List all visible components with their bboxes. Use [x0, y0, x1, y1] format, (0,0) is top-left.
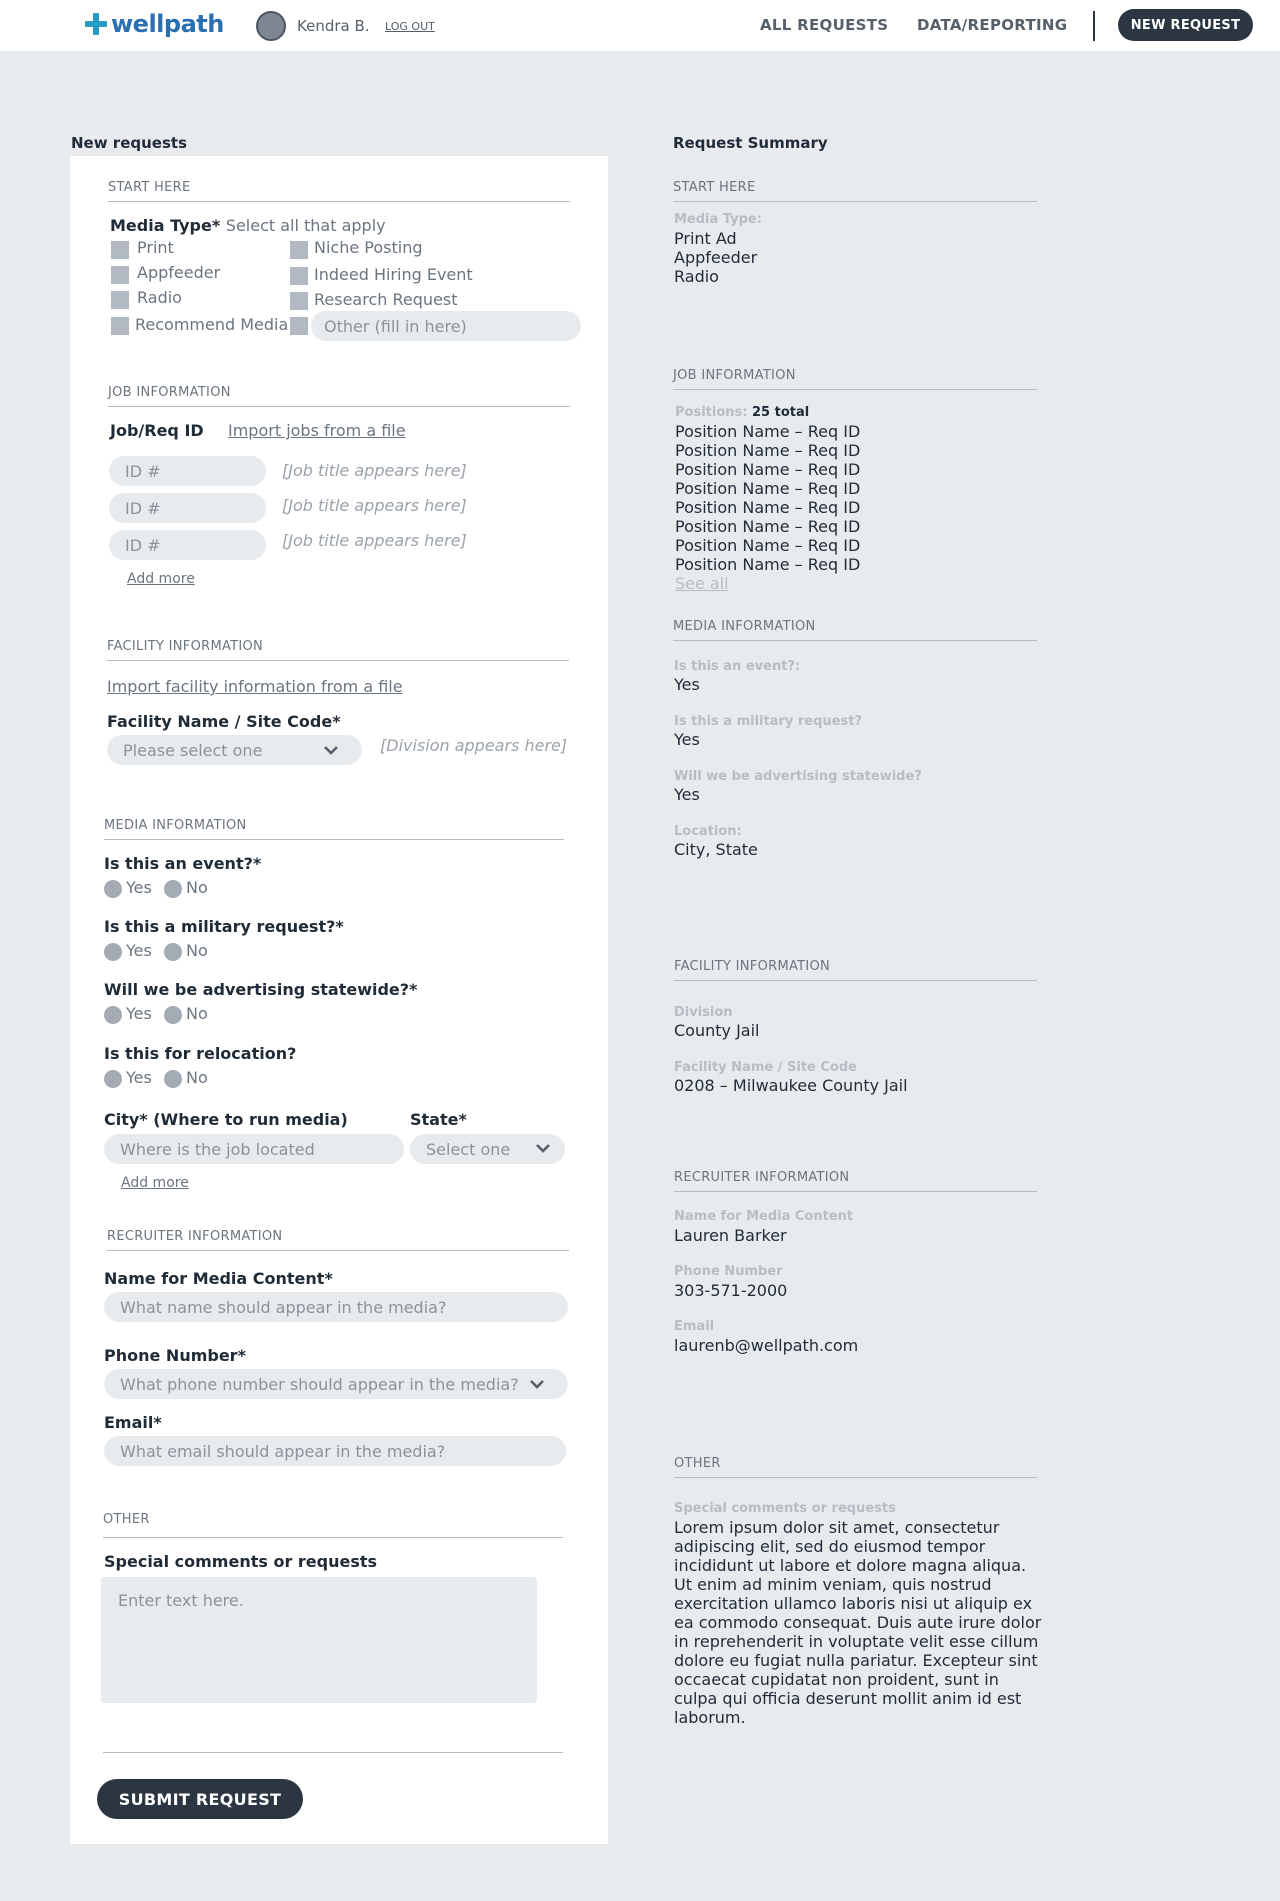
media-name-label: Name for Media Content*	[104, 1269, 333, 1288]
job-req-id-label: Job/Req ID	[110, 421, 204, 440]
question-military: Is this a military request?*	[104, 917, 344, 936]
summary-phone-label: Phone Number	[674, 1264, 783, 1279]
summary-statewide-value: Yes	[674, 785, 700, 804]
radio-relocation-yes[interactable]	[104, 1070, 122, 1088]
radio-label-no: No	[186, 941, 208, 960]
summary-position: Position Name – Req ID	[675, 479, 861, 498]
chevron-down-icon	[536, 1141, 550, 1155]
summary-positions-total: 25 total	[752, 405, 810, 420]
state-label: State*	[410, 1110, 467, 1129]
summary-site-label: Facility Name / Site Code	[674, 1060, 857, 1075]
checkbox-label: Appfeeder	[137, 263, 221, 282]
summary-name-label: Name for Media Content	[674, 1209, 854, 1224]
city-label: City* (Where to run media)	[104, 1110, 348, 1129]
submit-request-button[interactable]: SUBMIT REQUEST	[97, 1779, 303, 1819]
divider	[108, 406, 570, 407]
checkbox-label: Research Request	[314, 290, 458, 309]
summary-event-label: Is this an event?:	[674, 659, 801, 674]
summary-statewide-label: Will we be advertising statewide?	[674, 769, 922, 784]
summary-location-value: City, State	[674, 840, 758, 859]
radio-label-yes: Yes	[126, 1068, 152, 1087]
summary-position: Position Name – Req ID	[675, 441, 861, 460]
divider	[674, 1477, 1037, 1478]
radio-label-no: No	[186, 1068, 208, 1087]
checkbox-radio[interactable]	[111, 291, 129, 309]
checkbox-label: Indeed Hiring Event	[314, 265, 473, 284]
section-title-other: OTHER	[103, 1512, 150, 1527]
top-bar	[0, 0, 1280, 51]
job-title-placeholder: [Job title appears here]	[282, 531, 467, 550]
import-jobs-link[interactable]: Import jobs from a file	[228, 421, 406, 440]
job-id-input[interactable]: ID #	[109, 530, 266, 560]
section-title-facility: FACILITY INFORMATION	[107, 639, 264, 654]
radio-military-yes[interactable]	[104, 943, 122, 961]
divider	[673, 389, 1037, 390]
question-event: Is this an event?*	[104, 854, 262, 873]
summary-section-media: MEDIA INFORMATION	[673, 619, 816, 634]
nav-all-requests[interactable]: ALL REQUESTS	[760, 16, 889, 34]
summary-phone-value: 303-571-2000	[674, 1281, 788, 1300]
summary-email-value: laurenb@wellpath.com	[674, 1336, 859, 1355]
radio-military-no[interactable]	[164, 943, 182, 961]
divider	[104, 839, 564, 840]
add-more-locations-link[interactable]: Add more	[121, 1175, 189, 1191]
summary-position: Position Name – Req ID	[675, 536, 861, 555]
divider	[103, 1537, 563, 1538]
radio-event-yes[interactable]	[104, 880, 122, 898]
divider	[674, 980, 1037, 981]
summary-position: Position Name – Req ID	[675, 517, 861, 536]
summary-section-recruiter: RECRUITER INFORMATION	[674, 1170, 850, 1185]
question-relocation: Is this for relocation?	[104, 1044, 297, 1063]
division-placeholder: [Division appears here]	[380, 736, 568, 755]
summary-name-value: Lauren Barker	[674, 1226, 787, 1245]
job-id-input[interactable]: ID #	[109, 493, 266, 523]
facility-name-label: Facility Name / Site Code*	[107, 712, 341, 731]
checkbox-print[interactable]	[111, 241, 129, 259]
nav-divider	[1093, 11, 1095, 41]
state-select-value: Select one	[426, 1139, 511, 1159]
checkbox-appfeeder[interactable]	[111, 266, 129, 284]
section-title-media: MEDIA INFORMATION	[104, 818, 247, 833]
radio-label-no: No	[186, 1004, 208, 1023]
summary-event-value: Yes	[674, 675, 700, 694]
summary-media-type: Radio	[674, 267, 719, 286]
nav-data-reporting[interactable]: DATA/REPORTING	[917, 16, 1068, 34]
see-all-positions-link[interactable]: See all	[675, 574, 729, 593]
radio-label-yes: Yes	[126, 941, 152, 960]
radio-label-no: No	[186, 878, 208, 897]
chevron-down-icon	[530, 1377, 544, 1391]
checkbox-label: Print	[137, 238, 174, 257]
new-request-form	[70, 156, 608, 1844]
facility-select[interactable]	[107, 735, 362, 765]
summary-media-type: Print Ad	[674, 229, 737, 248]
summary-location-label: Location:	[674, 824, 742, 839]
divider	[108, 201, 570, 202]
summary-media-type: Appfeeder	[674, 248, 758, 267]
checkbox-other[interactable]	[290, 317, 308, 335]
chevron-down-icon	[324, 743, 338, 757]
logout-link[interactable]: LOG OUT	[385, 20, 435, 33]
checkbox-indeed-hiring-event[interactable]	[290, 267, 308, 285]
avatar[interactable]	[256, 11, 286, 41]
user-name: Kendra B.	[297, 17, 370, 35]
section-title-job: JOB INFORMATION	[108, 385, 231, 400]
summary-email-label: Email	[674, 1319, 715, 1334]
job-title-placeholder: [Job title appears here]	[282, 461, 467, 480]
checkbox-label: Radio	[137, 288, 182, 307]
page-title: New requests	[71, 134, 187, 152]
summary-position: Position Name – Req ID	[675, 555, 861, 574]
summary-section-facility: FACILITY INFORMATION	[674, 959, 831, 974]
email-label: Email*	[104, 1413, 162, 1432]
radio-relocation-no[interactable]	[164, 1070, 182, 1088]
summary-section-job: JOB INFORMATION	[673, 368, 796, 383]
add-more-jobs-link[interactable]: Add more	[127, 571, 195, 587]
summary-division-label: Division	[674, 1005, 733, 1020]
city-input[interactable]: Where is the job located	[104, 1134, 404, 1164]
summary-media-type-label: Media Type:	[674, 212, 762, 227]
summary-military-label: Is this a military request?	[674, 714, 862, 729]
wellpath-logo[interactable]	[85, 10, 224, 38]
checkbox-label: Recommend Media	[135, 315, 289, 334]
divider	[673, 201, 1037, 202]
summary-comments-label: Special comments or requests	[674, 1501, 896, 1516]
comments-label: Special comments or requests	[104, 1552, 378, 1571]
radio-statewide-no[interactable]	[164, 1006, 182, 1024]
job-title-placeholder: [Job title appears here]	[282, 496, 467, 515]
divider	[674, 1191, 1037, 1192]
radio-label-yes: Yes	[126, 1004, 152, 1023]
state-select[interactable]	[410, 1134, 565, 1164]
comments-textarea[interactable]: Enter text here.	[101, 1577, 537, 1703]
media-name-input[interactable]: What name should appear in the media?	[104, 1292, 568, 1322]
checkbox-label: Niche Posting	[314, 238, 423, 257]
summary-section-start: START HERE	[673, 180, 756, 195]
radio-statewide-yes[interactable]	[104, 1006, 122, 1024]
summary-division-value: County Jail	[674, 1021, 760, 1040]
phone-label: Phone Number*	[104, 1346, 246, 1365]
phone-select[interactable]	[104, 1369, 568, 1399]
summary-military-value: Yes	[674, 730, 700, 749]
email-input[interactable]: What email should appear in the media?	[104, 1436, 566, 1466]
other-media-input[interactable]: Other (fill in here)	[311, 311, 581, 341]
media-type-label: Media Type* Select all that apply	[110, 216, 386, 235]
summary-title: Request Summary	[673, 134, 828, 152]
facility-select-value: Please select one	[123, 740, 263, 760]
radio-event-no[interactable]	[164, 880, 182, 898]
section-title-recruiter: RECRUITER INFORMATION	[107, 1229, 283, 1244]
divider	[103, 1752, 563, 1753]
question-statewide: Will we be advertising statewide?*	[104, 980, 418, 999]
job-id-input[interactable]: ID #	[109, 456, 266, 486]
checkbox-recommend-media[interactable]	[111, 317, 129, 335]
logo-cross-icon	[85, 13, 107, 35]
media-type-hint: Select all that apply	[225, 216, 386, 235]
summary-section-other: OTHER	[674, 1456, 721, 1471]
summary-comments-value: Lorem ipsum dolor sit amet, consectetur adipiscing elit, sed do eiusmod tempor incididunt ut labore et dolore magna aliqua. Ut enim ad minim veniam, quis nostrud exercitation ullamco laboris nisi ut aliquip ex ea commodo consequat. Duis aute irure dolor in reprehenderit in voluptate velit esse cillum dolore eu fugiat nulla pariatur. Excepteur sint occaecat cupidatat non proident, sunt in culpa qui officia deserunt mollit anim id est laborum.	[674, 1518, 1042, 1727]
checkbox-research-request[interactable]	[290, 292, 308, 310]
phone-select-value: What phone number should appear in the media?	[120, 1374, 519, 1394]
import-facility-link[interactable]: Import facility information from a file	[107, 677, 403, 696]
divider	[107, 1250, 569, 1251]
radio-label-yes: Yes	[126, 878, 152, 897]
checkbox-niche-posting[interactable]	[290, 241, 308, 259]
divider	[107, 660, 569, 661]
summary-position: Position Name – Req ID	[675, 422, 861, 441]
section-title-start: START HERE	[108, 180, 191, 195]
summary-position: Position Name – Req ID	[675, 498, 861, 517]
brand-name: wellpath	[111, 10, 224, 38]
summary-position: Position Name – Req ID	[675, 460, 861, 479]
summary-site-value: 0208 – Milwaukee County Jail	[674, 1076, 908, 1095]
new-request-button[interactable]: NEW REQUEST	[1118, 9, 1253, 41]
summary-positions-label: Positions:	[675, 405, 748, 420]
divider	[673, 640, 1037, 641]
